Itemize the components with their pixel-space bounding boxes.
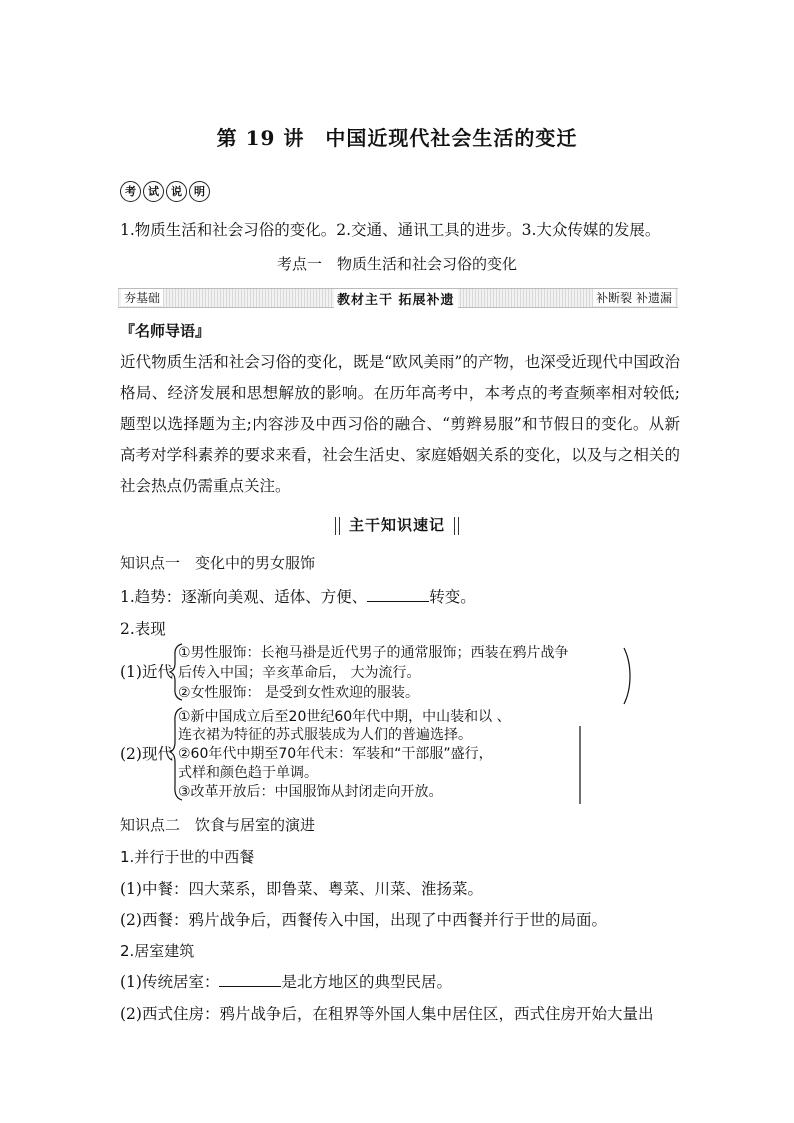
guide-paragraph: 近代物质生活和社会习俗的变化，既是“欧风美雨”的产物，也深受近现代中国政治格局、经济发展和思想解放的影响。在历年高考中，本考点的考查频率相对较低;题型以选择题为主;内容涉及中西习俗的融合、“剪辫易服”和节假日的变化。从新高考对学科素养的要求来看，社会生活史、家庭婚姻关系的变化，以及与之相关的社会热点仍需重点关注。	[120, 353, 680, 495]
modern-line-2: 后传入中国；辛亥革命后， 大为流行。	[178, 665, 421, 681]
fill-blank	[219, 972, 281, 987]
contemporary-line-2: 连衣裙为特征的苏式服装成为人们的普遍选择。	[178, 727, 472, 743]
contemporary-left-brace	[170, 708, 182, 800]
kp2-western-house: (2)西式住房：鸦片战争后，在租界等外国人集中居住区，西式住房开始大量出	[120, 1005, 654, 1023]
topic-heading: 考点一 物质生活和社会习俗的变化	[276, 255, 517, 273]
label-char: 说	[166, 181, 187, 202]
kp2-subheading-1: 1.并行于世的中西餐	[120, 848, 255, 866]
trend-suffix: 转变。	[429, 588, 476, 606]
modern-right-brace	[624, 648, 630, 704]
label-char: 考	[120, 181, 141, 202]
kp2-chinese-food: (1)中餐：四大菜系，即鲁菜、粤菜、川菜、淮扬菜。	[120, 880, 483, 898]
label-char: 明	[189, 181, 210, 202]
section-title-text: 主干知识速记	[348, 516, 445, 534]
contemporary-line-5: ③改革开放后：中国服饰从封闭走向开放。	[178, 784, 443, 800]
kp1-heading: 知识点一 变化中的男女服饰	[120, 554, 316, 572]
kp2-heading: 知识点二 饮食与居室的演进	[120, 816, 316, 834]
kp2-subheading-2: 2.居室建筑	[120, 942, 195, 960]
house-prefix: (1)传统居室：	[120, 973, 220, 991]
contemporary-line-1: ①新中国成立后至20世纪60年代中期，中山装和以 、	[178, 709, 511, 725]
banner-middle: 教材主干 拓展补遗	[334, 289, 458, 308]
banner-right: 补断裂 补遗漏	[593, 289, 675, 306]
guide-label: 『名师导语』	[120, 322, 211, 340]
kp2-traditional-house	[120, 970, 452, 992]
kp1-performance: 2.表现	[120, 620, 166, 638]
contemporary-label: (2)现代	[120, 745, 173, 763]
label-char: 试	[143, 181, 164, 202]
modern-line-3: ②女性服饰： 是受到女性欢迎的服装。	[178, 685, 419, 701]
banner-left: 夯基础	[121, 289, 163, 306]
modern-label: (1)近代	[120, 663, 173, 681]
modern-left-brace	[170, 644, 182, 700]
trend-prefix: 1.趋势：逐渐向美观、适体、方便、	[120, 588, 368, 606]
contemporary-line-4: 式样和颜色趋于单调。	[178, 765, 318, 781]
kp2-western-food: (2)西餐：鸦片战争后，西餐传入中国，出现了中西餐并行于世的局面。	[120, 911, 607, 929]
lesson-title: 第 19 讲 中国近现代社会生活的变迁	[216, 126, 578, 150]
exam-points: 1.物质生活和社会习俗的变化。2.交通、通讯工具的进步。3.大众传媒的发展。	[120, 221, 661, 239]
contemporary-line-3: ②60年代中期至70年代末：军装和“干部服”盛行，	[178, 746, 493, 762]
modern-line-1: ①男性服饰：长袍马褂是近代男子的通常服饰；西装在鸦片战争	[178, 645, 569, 661]
house-suffix: 是北方地区的典型民居。	[281, 973, 452, 991]
